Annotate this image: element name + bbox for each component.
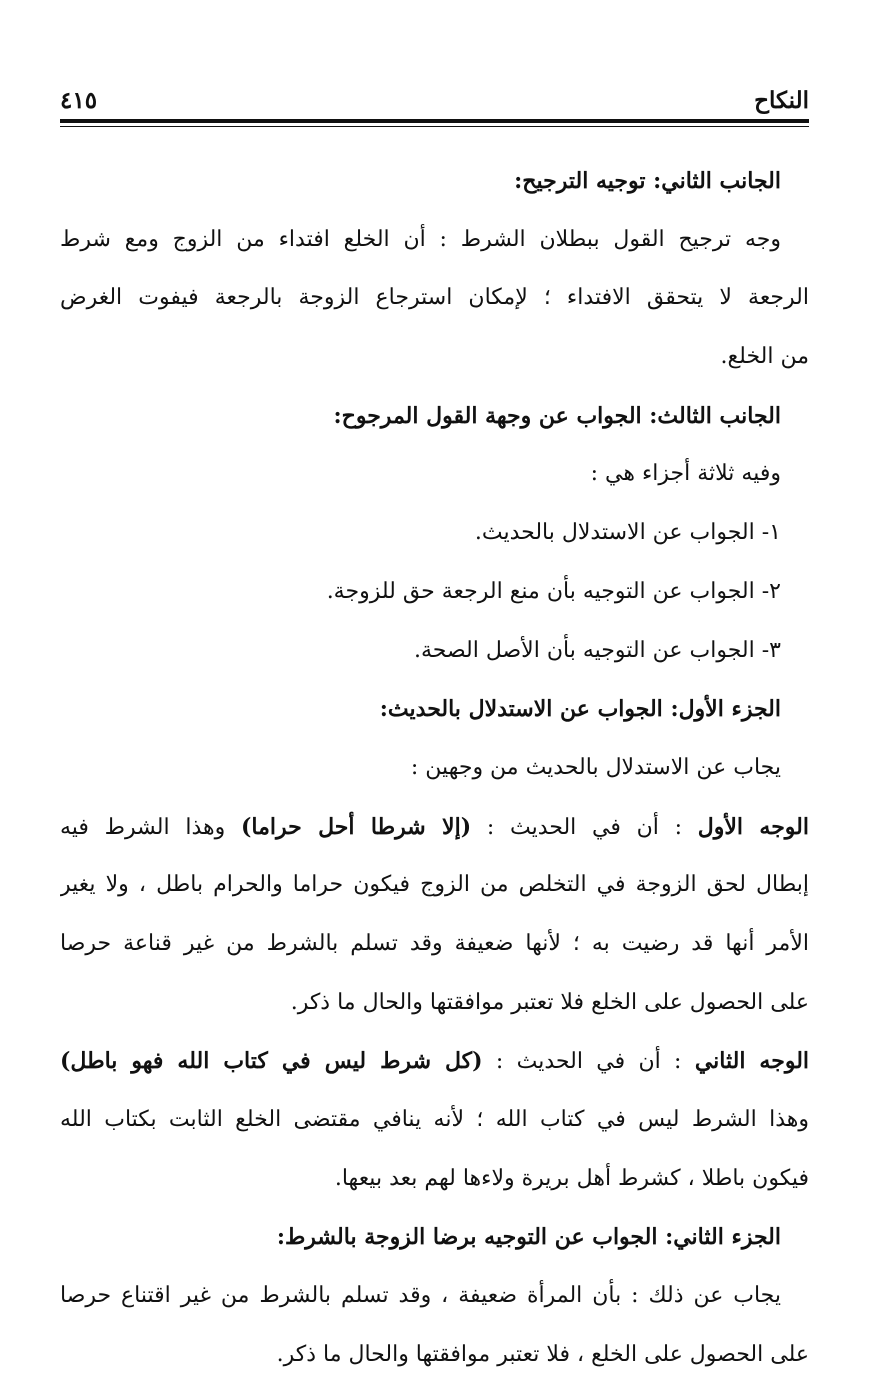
text-line: يجاب عن ذلك : بأن المرأة ضعيفة ، وقد تسلم بالشرط من غير اقتناع حرصا: [60, 1283, 781, 1309]
bold-run: الوجه الثاني: [694, 1048, 809, 1075]
text-line: فيكون باطلا ، كشرط أهل بريرة ولاءها لهم بعد بيعها.: [334, 1165, 809, 1191]
text-line: [60, 1032, 809, 1091]
text-line: وجه ترجيح القول ببطلان الشرط : أن الخلع افتداء من الزوج ومع شرط: [60, 226, 781, 252]
section-heading: الجانب الثالث: الجواب عن وجهة القول المرجوح:: [333, 402, 781, 429]
text-run: وهذا الشرط فيه: [60, 814, 241, 840]
text-line: يجاب عن الاستدلال بالحديث من وجهين :: [410, 754, 781, 780]
header-rule-thick: [60, 119, 809, 123]
text-line: الرجعة لا يتحقق الافتداء ؛ لإمكان استرجاع الزوجة بالرجعة فيفوت الغرض: [60, 285, 809, 311]
text-run: : أن في الحديث :: [471, 814, 698, 840]
text-line: ١- الجواب عن الاستدلال بالحديث.: [474, 520, 781, 546]
body-text: [60, 152, 809, 1384]
text-line: وهذا الشرط ليس في كتاب الله ؛ لأنه ينافي مقتضى الخلع الثابت بكتاب الله: [60, 1107, 809, 1132]
text-line: على الحصول على الخلع ، فلا تعتبر موافقتها والحال ما ذكر.: [276, 1341, 809, 1367]
text-line: من الخلع.: [720, 344, 809, 370]
text-line: على الحصول على الخلع فلا تعتبر موافقتها والحال ما ذكر.: [290, 989, 809, 1015]
section-heading: الجزء الأول: الجواب عن الاستدلال بالحديث:: [379, 696, 781, 723]
text-line: إبطال لحق الزوجة في التخلص من الزوج فيكون حراما والحرام باطل ، ولا يغير: [60, 872, 809, 898]
text-line: ٣- الجواب عن التوجيه بأن الأصل الصحة.: [413, 637, 781, 663]
text-line: ٢- الجواب عن التوجيه بأن منع الرجعة حق للزوجة.: [326, 578, 781, 604]
bold-run: (كل شرط ليس في كتاب الله فهو باطل): [60, 1048, 483, 1075]
header-rule-thin: [60, 126, 809, 127]
text-run: : أن في الحديث :: [482, 1049, 695, 1075]
section-heading: الجانب الثاني: توجيه الترجيح:: [514, 168, 781, 194]
section-heading: الجزء الثاني: الجواب عن التوجيه برضا الزوجة بالشرط:: [276, 1224, 781, 1251]
bold-run: الوجه الأول: [697, 813, 809, 840]
page-header: [60, 86, 809, 122]
text-line: وفيه ثلاثة أجزاء هي :: [590, 461, 781, 487]
text-line: [60, 798, 809, 857]
running-title: النكاح: [754, 87, 809, 114]
bold-run: (إلا شرطا أحل حراما): [240, 813, 472, 840]
text-line: الأمر أنها قد رضيت به ؛ لأنها ضعيفة وقد تسلم بالشرط من غير قناعة حرصا: [60, 930, 809, 956]
page-number: ٤١٥: [60, 87, 98, 114]
